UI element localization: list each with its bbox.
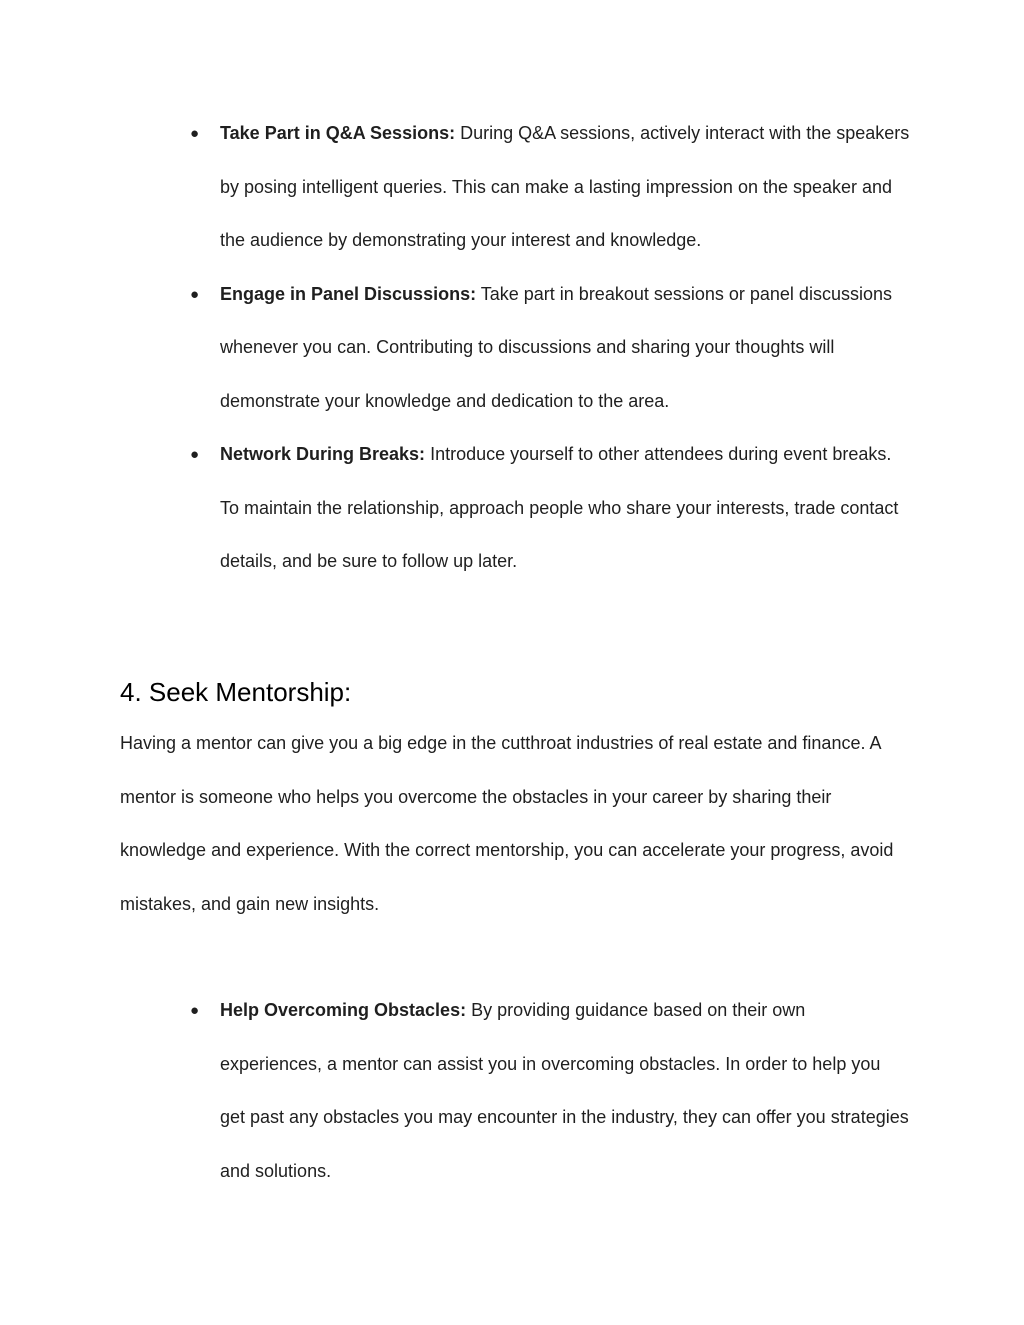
section-heading: 4. Seek Mentorship: — [120, 677, 352, 707]
list-item — [0, 268, 910, 429]
list-item — [0, 428, 910, 589]
bullet-label: Take Part in Q&A Sessions: — [220, 123, 456, 143]
bullet-icon: ● — [190, 285, 200, 303]
bullet-text: Introduce yourself to other attendees during event breaks. To maintain the relationship, approach people who share your interests, trade contact details, and be sure to follow up later. — [220, 444, 899, 571]
list-item — [0, 984, 910, 1198]
bullet-icon: ● — [190, 1002, 200, 1019]
bullet-text: Take part in breakout sessions or panel discussions whenever you can. Contributing to discussions and sharing your thoughts will demonstrate your knowledge and dedication to the area. — [220, 283, 892, 411]
section-paragraph: Having a mentor can give you a big edge in the cutthroat industries of real estate and finance. A mentor is someone who helps you overcome the obstacles in your career by sharing their knowledge and experience. With the correct mentorship, you can accelerate your progress, avoid mistakes, and gain new insights. — [120, 733, 894, 914]
bullet-label: Network During Breaks: — [220, 444, 426, 464]
networking-bullet-list — [0, 107, 1024, 589]
bullet-label: Engage in Panel Discussions: — [220, 283, 477, 304]
bullet-text: By providing guidance based on their own experiences, a mentor can assist you in overcoming obstacles. In order to help you get past any obstacles you may encounter in the industry, they can offer you strategies and solutions. — [220, 1000, 909, 1181]
bullet-icon: ● — [190, 125, 200, 142]
mentorship-bullet-list — [0, 984, 1024, 1198]
list-item — [0, 107, 910, 268]
bullet-icon: ● — [190, 446, 200, 463]
bullet-label: Help Overcoming Obstacles: — [220, 1000, 467, 1020]
bullet-text: During Q&A sessions, actively interact with the speakers by posing intelligent queries. This can make a lasting impression on the speaker and the audience by demonstrating your interest and knowledge. — [220, 123, 910, 250]
